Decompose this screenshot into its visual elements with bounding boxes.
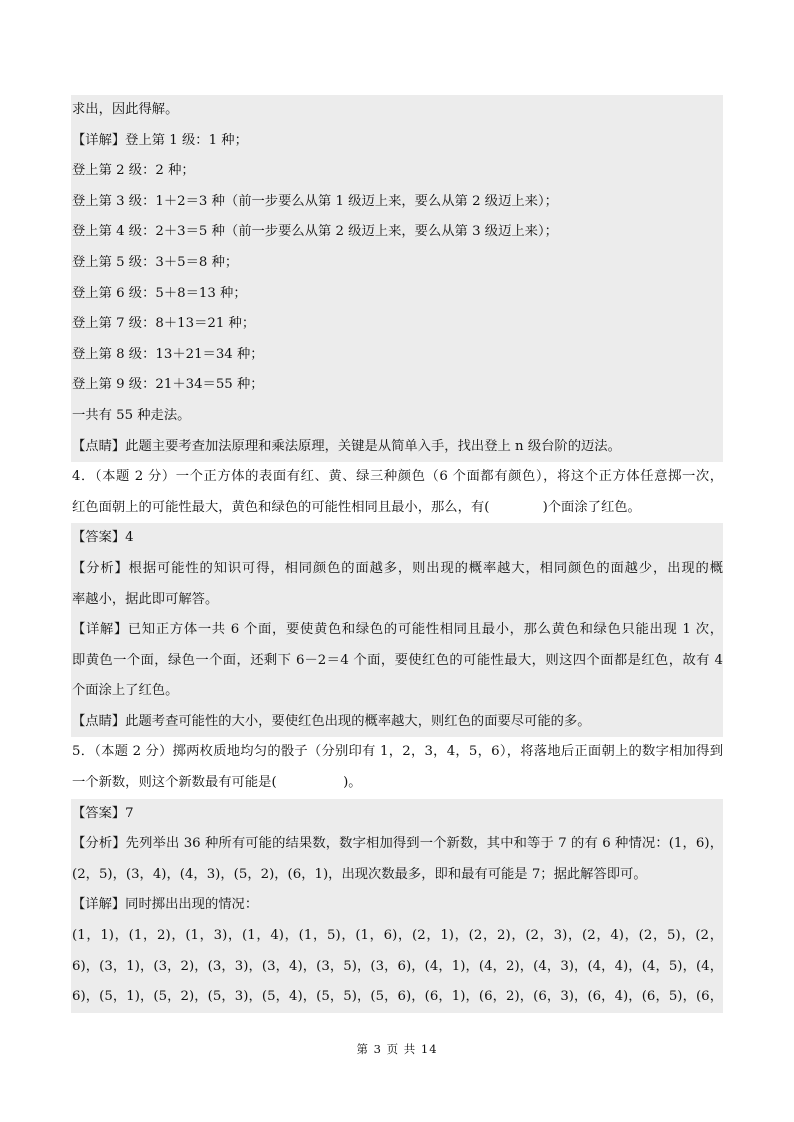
text-line: 【答案】7	[71, 799, 723, 830]
text-line: 【详解】同时掷出出现的情况：	[71, 890, 723, 921]
text-line: 【分析】根据可能性的知识可得，相同颜色的面越多，则出现的概率越大，相同颜色的面越少，出现的概	[71, 554, 723, 585]
text-line: 一共有 55 种走法。	[71, 401, 723, 432]
text-line: 个面涂上了红色。	[71, 676, 723, 707]
text-line: 【点睛】此题主要考查加法原理和乘法原理，关键是从简单入手，找出登上 n 级台阶的迈法。	[71, 432, 723, 463]
text-line: 红色面朝上的可能性最大，黄色和绿色的可能性相同且最小，那么，有( )个面涂了红色。	[72, 499, 641, 515]
text-line: (2，5)，(3，4)，(4，3)，(5，2)，(6，1)，出现次数最多，即和最有可能是 7；据此解答即可。	[71, 860, 723, 891]
text-line: 率越小，据此即可解答。	[71, 585, 723, 616]
text-line: 【答案】4	[71, 523, 723, 554]
text-line: 5．（本题 2 分）掷两枚质地均匀的骰子（分别印有 1，2，3，4，5，6），将落地后正面朝上的数字相加得到	[72, 744, 723, 760]
text-line: 登上第 6 级：5＋8＝13 种；	[71, 279, 723, 310]
document-body	[71, 95, 723, 1013]
text-line: 登上第 2 级：2 种；	[71, 156, 723, 187]
text-line: 登上第 8 级：13＋21＝34 种；	[71, 340, 723, 371]
text-line: 【点睛】此题考查可能性的大小，要使红色出现的概率越大，则红色的面要尽可能的多。	[71, 707, 723, 738]
text-line: 6)，(5，1)，(5，2)，(5，3)，(5，4)，(5，5)，(5，6)，(6，1)，(6，2)，(6，3)，(6，4)，(6，5)，(6，	[71, 982, 723, 1013]
text-line: 求出，因此得解。	[71, 95, 723, 126]
text-line: 【分析】先列举出 36 种所有可能的结果数，数字相加得到一个新数，其中和等于 7 的有 6 种情况：(1，6)，	[71, 829, 723, 860]
text-line: 登上第 5 级：3＋5＝8 种；	[71, 248, 723, 279]
text-line: 一个新数，则这个新数最有可能是( )。	[72, 775, 362, 791]
text-line: 6)，(3，1)，(3，2)，(3，3)，(3，4)，(3，5)，(3，6)，(4，1)，(4，2)，(4，3)，(4，4)，(4，5)，(4，	[71, 952, 723, 983]
text-line: (1，1)，(1，2)，(1，3)，(1，4)，(1，5)，(1，6)，(2，1)，(2，2)，(2，3)，(2，4)，(2，5)，(2，	[71, 921, 723, 952]
text-line: 【详解】已知正方体一共 6 个面，要使黄色和绿色的可能性相同且最小，那么黄色和绿色只能出现 1 次，	[71, 615, 723, 646]
text-line: 登上第 3 级：1＋2＝3 种（前一步要么从第 1 级迈上来，要么从第 2 级迈上来）；	[71, 187, 723, 218]
text-line: 登上第 9 级：21＋34＝55 种；	[71, 370, 723, 401]
text-line: 【详解】登上第 1 级：1 种；	[71, 126, 723, 157]
text-line: 4．（本题 2 分）一个正方体的表面有红、黄、绿三种颜色（6 个面都有颜色），将这个正方体任意掷一次，	[72, 469, 723, 485]
text-line: 登上第 7 级：8＋13＝21 种；	[71, 309, 723, 340]
text-line: 即黄色一个面，绿色一个面，还剩下 6－2＝4 个面，要使红色的可能性最大，则这四个面都是红色，故有 4	[71, 646, 723, 677]
page-footer: 第 3 页 共 14	[356, 1042, 438, 1056]
text-line: 登上第 4 级：2＋3＝5 种（前一步要么从第 2 级迈上来，要么从第 3 级迈上来）；	[71, 217, 723, 248]
